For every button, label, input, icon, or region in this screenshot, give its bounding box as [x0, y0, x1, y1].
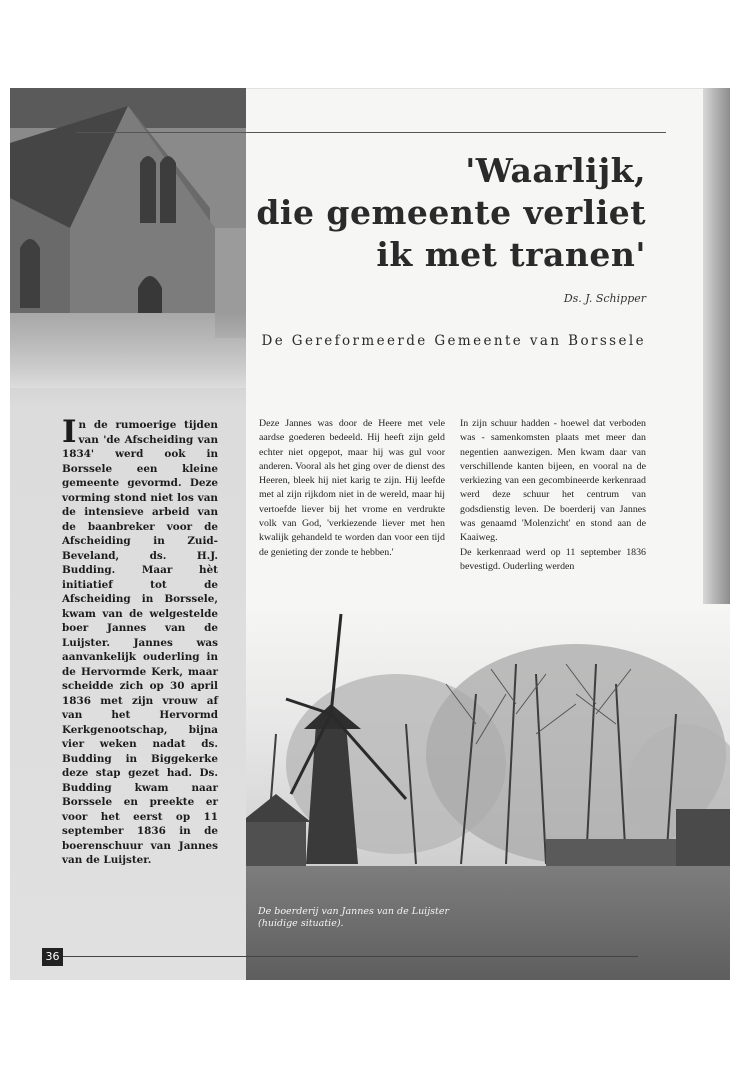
article-title [256, 150, 646, 276]
title-line-1: 'Waarlijk, [465, 151, 646, 190]
body-paragraph: In zijn schuur hadden - hoewel dat verboden was - samenkomsten plaats met meer dan negentien aanwezigen. Men kwam daar van verschillende kanten bijeen, en vooral na de verkiezing van een gecombineerde kerkenraad werd deze schuur het centrum van godsdienstig leven. De boerderij van Jannes was genaamd 'Molenzicht' en stond aan de Kaaiweg. [460, 418, 646, 544]
caption-line-2: (huidige situatie). [258, 918, 344, 929]
body-paragraph: Deze Jannes was door de Heere met vele aardse goederen bedeeld. Hij heeft zijn geld echter niet opgepot, maar hij was gul voor anderen. Vooral als het ging over de dienst des Heeren, bleek hij niet karig te zijn. Hij leefde met al zijn rijkdom niet in de wereld, maar hij vertoefde liever bij het vrome en verdrukte volk van God, 'verkiezende liever met hen kwalijk gehandeld te worden dan voor een tijd de genieting der zonde te hebben.' [259, 418, 445, 558]
body-column-2 [460, 417, 646, 574]
body-paragraph: De kerkenraad werd op 11 september 1836 bevestigd. Ouderling werden [460, 546, 646, 572]
author-byline: Ds. J. Schipper [563, 292, 646, 305]
title-line-3: ik met tranen' [376, 235, 646, 274]
bottom-rule [63, 956, 638, 957]
article-subtitle: De Gereformeerde Gemeente van Borssele [261, 333, 646, 349]
body-column-1 [259, 417, 445, 560]
page-number: 36 [42, 948, 63, 966]
caption-line-1: De boerderij van Jannes van de Luijster [258, 906, 450, 917]
intro-text: n de rumoerige tijden van 'de Afscheiding van 1834' werd ook in Borssele een kleine gemeente gevormd. Deze vorming stond niet los van de intensieve arbeid van de baanbreker voor de Afscheiding in Zuid-Beveland, ds. H.J. Budding. Maar hèt initiatief tot de Afscheiding in Borssele, kwam van de welgestelde boer Jannes van de Luijster. Jannes was aanvankelijk ouderling in de Hervormde Kerk, maar scheidde zich op 30 april 1836 met zijn vrouw af van het Hervormd Kerkgenootschap, bijna vier weken nadat ds. Budding in Biggekerke deze stap gezet had. Ds. Budding kwam naar Borssele en preekte er voor het eerst op 11 september 1836 in de boerenschuur van Jannes van de Luijster. [62, 419, 218, 866]
church-photo [10, 88, 246, 388]
drop-cap: I [62, 414, 77, 450]
photo-caption [258, 906, 498, 930]
intro-paragraph [62, 414, 218, 868]
top-rule [76, 132, 666, 133]
title-line-2: die gemeente verliet [256, 193, 646, 232]
